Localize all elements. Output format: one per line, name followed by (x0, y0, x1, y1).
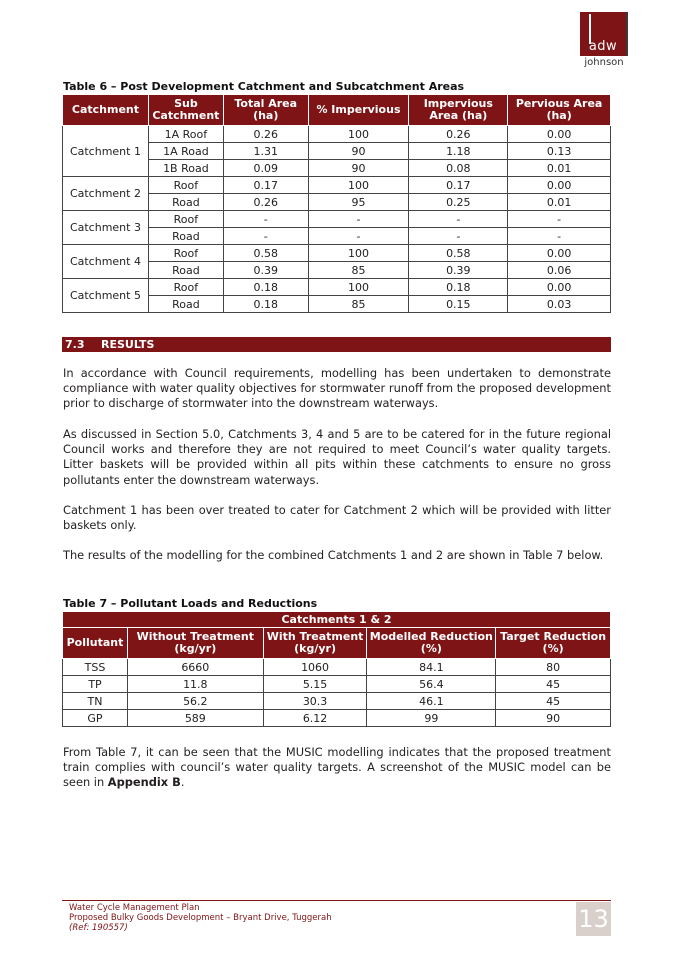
table6-cell: 0.18 (409, 279, 508, 296)
table6-cell: 0.58 (409, 245, 508, 262)
table6-cell: 0.26 (223, 126, 308, 143)
table7-group-header-row (63, 612, 611, 628)
catchment-name: Catchment 2 (63, 177, 149, 211)
table7-cell: 11.8 (127, 676, 263, 693)
table6 (62, 94, 611, 313)
table6-cell: 0.17 (223, 177, 308, 194)
paragraph-5 (63, 745, 611, 791)
paragraph-2: As discussed in Section 5.0, Catchments 3, 4 and 5 are to be catered for in the future regional Council works and therefore they are not required to meet Council’s water quality targets. Litter baskets will be provided within all pits within these catchments to ensure no gross pollutants enter the downstream waterways. (63, 427, 611, 487)
table6-cell: Roof (148, 245, 223, 262)
table6-header-cell: Total Area (ha) (223, 95, 308, 126)
table7-caption: Table 7 – Pollutant Loads and Reductions (63, 597, 318, 610)
table6-header-cell: % Impervious (308, 95, 409, 126)
footer-divider (62, 900, 611, 901)
footer-reference: (Ref: 190557) (69, 923, 128, 933)
table7-cell: 84.1 (367, 659, 496, 676)
catchment-name: Catchment 1 (63, 126, 149, 177)
table6-cell: 0.13 (508, 143, 611, 160)
table6-cell: 1A Roof (148, 126, 223, 143)
table6-cell: 1B Road (148, 160, 223, 177)
table6-header-cell: Catchment (63, 95, 149, 126)
table6-cell: Road (148, 296, 223, 313)
table6-row (63, 211, 611, 228)
table6-cell: 90 (308, 160, 409, 177)
table7-header-row (63, 628, 611, 659)
section-number: 7.3 (65, 338, 85, 351)
table7-header-cell: With Treatment (kg/yr) (263, 628, 367, 659)
table6-cell: Roof (148, 211, 223, 228)
table6-cell: 0.26 (223, 194, 308, 211)
logo-mark (580, 12, 628, 56)
catchment-name: Catchment 4 (63, 245, 149, 279)
table6-caption: Table 6 – Post Development Catchment and Subcatchment Areas (63, 80, 465, 93)
footer (69, 903, 332, 933)
table6-cell: 100 (308, 245, 409, 262)
table7-cell: 90 (496, 710, 611, 727)
table6-cell: 0.18 (223, 296, 308, 313)
table7-row (63, 693, 611, 710)
table6-cell: 85 (308, 296, 409, 313)
table6-cell: 0.09 (223, 160, 308, 177)
table7-cell: 45 (496, 693, 611, 710)
table7-row (63, 676, 611, 693)
table7-group-header: Catchments 1 & 2 (63, 612, 611, 628)
paragraph-5-end: . (180, 775, 185, 790)
table7-cell: TSS (63, 659, 128, 676)
paragraph-1: In accordance with Council requirements, modelling has been undertaken to demonstrate compliance with water quality objectives for stormwater runoff from the proposed development prior to discharge of stormwater into the downstream waterways. (63, 366, 611, 411)
table6-cell: 100 (308, 177, 409, 194)
table7-cell: 30.3 (263, 693, 367, 710)
table6-cell: - (308, 211, 409, 228)
table7-cell: 6660 (127, 659, 263, 676)
logo-subtext: johnson (584, 57, 624, 68)
table6-cell: - (409, 211, 508, 228)
table7-cell: TP (63, 676, 128, 693)
table7-cell: 46.1 (367, 693, 496, 710)
table6-cell: 95 (308, 194, 409, 211)
table6-cell: 1.18 (409, 143, 508, 160)
table6-header-row (63, 95, 611, 126)
table6-cell: - (223, 228, 308, 245)
table6-row (63, 245, 611, 262)
table6-cell: 85 (308, 262, 409, 279)
table6-cell: 0.15 (409, 296, 508, 313)
table7-row (63, 659, 611, 676)
table7-cell: 1060 (263, 659, 367, 676)
catchment-name: Catchment 5 (63, 279, 149, 313)
company-logo (580, 12, 628, 68)
table6-cell: 0.00 (508, 245, 611, 262)
table6-cell: 100 (308, 279, 409, 296)
table6-cell: 0.39 (409, 262, 508, 279)
table6-cell: Road (148, 194, 223, 211)
table6-header-cell: Pervious Area (ha) (508, 95, 611, 126)
table7-cell: 56.4 (367, 676, 496, 693)
logo-text: adw (588, 39, 618, 54)
table6-header-cell: Impervious Area (ha) (409, 95, 508, 126)
table6-cell: - (508, 211, 611, 228)
paragraph-4: The results of the modelling for the combined Catchments 1 and 2 are shown in Table 7 below. (63, 548, 604, 562)
table7-cell: 80 (496, 659, 611, 676)
table6-body (63, 126, 611, 313)
table7-header-cell: Pollutant (63, 628, 128, 659)
table6-header-cell: Sub Catchment (148, 95, 223, 126)
table6-cell: 0.17 (409, 177, 508, 194)
table6-cell: 0.00 (508, 177, 611, 194)
table7-row (63, 710, 611, 727)
table6-cell: - (223, 211, 308, 228)
table7-body (63, 659, 611, 727)
table6-cell: 0.39 (223, 262, 308, 279)
table6-cell: 100 (308, 126, 409, 143)
table6-cell: 0.01 (508, 160, 611, 177)
table6-cell: 0.25 (409, 194, 508, 211)
table6-cell: - (409, 228, 508, 245)
table6-cell: 0.00 (508, 279, 611, 296)
table6-cell: 1A Road (148, 143, 223, 160)
table6-cell: 0.06 (508, 262, 611, 279)
table6-row (63, 279, 611, 296)
table7-header-cell: Without Treatment (kg/yr) (127, 628, 263, 659)
footer-line-2: Proposed Bulky Goods Development – Bryant Drive, Tuggerah (69, 913, 332, 923)
table6-cell: Road (148, 228, 223, 245)
table7-cell: 589 (127, 710, 263, 727)
page-number: 13 (576, 902, 611, 936)
table6-cell: 90 (308, 143, 409, 160)
table7-cell: GP (63, 710, 128, 727)
paragraph-5-text: From Table 7, it can be seen that the MUSIC modelling indicates that the proposed treatment train complies with council’s water quality targets. A screenshot of the MUSIC model can be seen in (63, 745, 611, 790)
table6-cell: 0.01 (508, 194, 611, 211)
table6-cell: 0.00 (508, 126, 611, 143)
table7-cell: TN (63, 693, 128, 710)
table6-cell: Roof (148, 279, 223, 296)
table6-cell: Road (148, 262, 223, 279)
table7-header-cell: Target Reduction (%) (496, 628, 611, 659)
footer-line-1: Water Cycle Management Plan (69, 903, 200, 913)
section-heading (62, 337, 611, 352)
table6-cell: - (508, 228, 611, 245)
table7-cell: 45 (496, 676, 611, 693)
table6-cell: 0.58 (223, 245, 308, 262)
table6-cell: - (308, 228, 409, 245)
table7 (62, 611, 611, 727)
table6-cell: Roof (148, 177, 223, 194)
table6-cell: 0.18 (223, 279, 308, 296)
table6-cell: 1.31 (223, 143, 308, 160)
catchment-name: Catchment 3 (63, 211, 149, 245)
table7-header-cell: Modelled Reduction (%) (367, 628, 496, 659)
table7-cell: 56.2 (127, 693, 263, 710)
table7-cell: 6.12 (263, 710, 367, 727)
table6-cell: 0.08 (409, 160, 508, 177)
table6-row (63, 177, 611, 194)
table7-cell: 99 (367, 710, 496, 727)
table6-cell: 0.03 (508, 296, 611, 313)
table6-cell: 0.26 (409, 126, 508, 143)
section-title: RESULTS (101, 338, 155, 351)
table6-row (63, 126, 611, 143)
appendix-reference: Appendix B (107, 775, 181, 790)
paragraph-3: Catchment 1 has been over treated to cater for Catchment 2 which will be provided with litter baskets only. (63, 503, 611, 533)
table7-cell: 5.15 (263, 676, 367, 693)
